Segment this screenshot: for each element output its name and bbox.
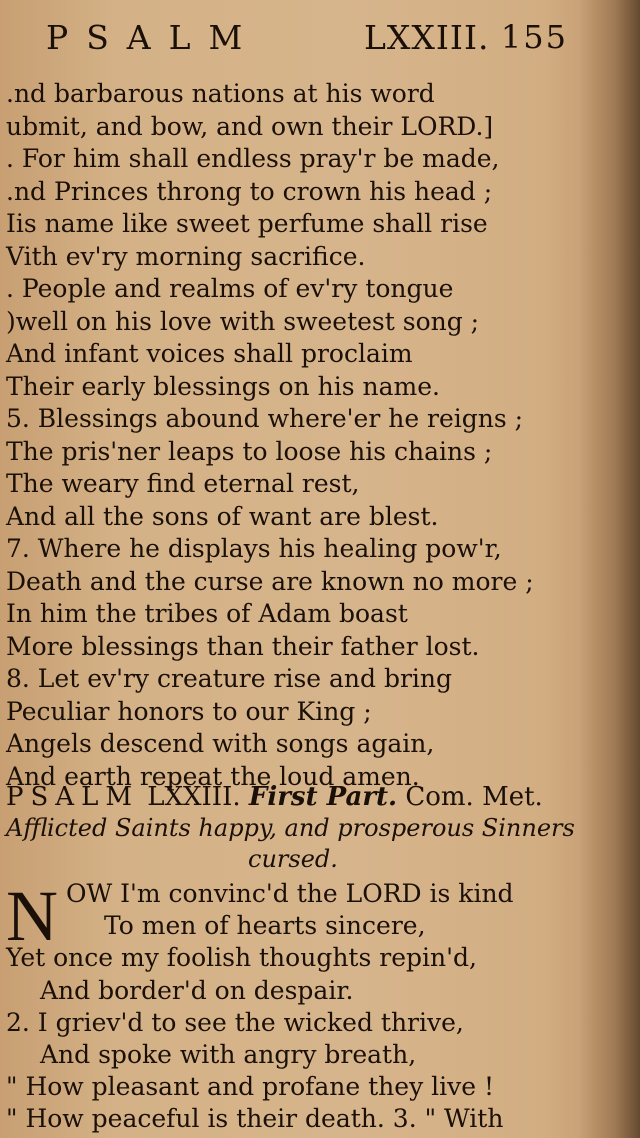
verse-line: Yet once my foolish thoughts repin'd, [6,943,477,973]
drop-cap-letter: N [6,876,58,956]
verse-line: . For him shall endless pray'r be made, [6,144,500,173]
verse-line: ubmit, and bow, and own their LORD.] [6,111,494,141]
hymn-part-one-text [6,78,606,793]
hymn-part-two-text [6,878,606,1136]
running-header [38,18,568,60]
heading-label: PSALM [6,782,139,812]
verse-line: 5. Blessings abound where'er he reigns ; [6,404,524,433]
header-title: PSALM [46,18,261,57]
section-heading [6,780,606,814]
page-number: 155 [500,18,568,56]
verse-line: Death and the curse are known no more ; [6,566,534,596]
section-subtitle [6,813,575,875]
verse-line: Peculiar honors to our King ; [6,696,372,726]
verse-line: 7. Where he displays his healing pow'r, [6,534,502,563]
verse-line: OW I'm convinc'd the LORD is kind [66,879,514,908]
heading-number: LXXIII. [147,782,241,812]
header-psalm-number: LXXIII. [364,18,490,57]
verse-line: .nd barbarous nations at his word [6,79,435,108]
verse-line: Angels descend with songs again, [6,729,435,758]
verse-line: More blessings than their father lost. [6,631,480,661]
subtitle-line-2: cursed. [248,845,338,873]
verse-line: In him the tribes of Adam boast [6,599,408,628]
verse-line: Iis name like sweet perfume shall rise [6,209,488,238]
verse-line: And all the sons of want are blest. [6,501,439,531]
verse-line: And infant voices shall proclaim [6,339,413,368]
verse-line: The pris'ner leaps to loose his chains ; [6,436,493,466]
verse-line: And earth repeat the loud amen. [6,761,420,791]
verse-line: 8. Let ev'ry creature rise and bring [6,664,453,693]
verse-line: " How pleasant and profane they live ! [6,1072,495,1102]
verse-line: To men of hearts sincere, [104,911,426,941]
verse-line: Their early blessings on his name. [6,371,440,401]
verse-line: 2. I griev'd to see the wicked thrive, [6,1007,464,1037]
verse-line: .nd Princes throng to crown his head ; [6,176,493,206]
verse-line: And spoke with angry breath, [40,1039,417,1069]
verse-line: . People and realms of ev'ry tongue [6,274,454,303]
verse-line: " How peaceful is their death. 3. " With [6,1104,504,1134]
verse-line: )well on his love with sweetest song ; [6,306,480,336]
verse-line: And border'd on despair. [40,975,354,1005]
verse-line: The weary find eternal rest, [6,469,360,498]
heading-meter: Com. Met. [405,782,543,812]
verse-line: Vith ev'ry morning sacrifice. [6,241,366,271]
heading-part: First Part. [248,782,398,812]
subtitle-line-1: Afflicted Saints happy, and prosperous Sinners [6,814,575,842]
